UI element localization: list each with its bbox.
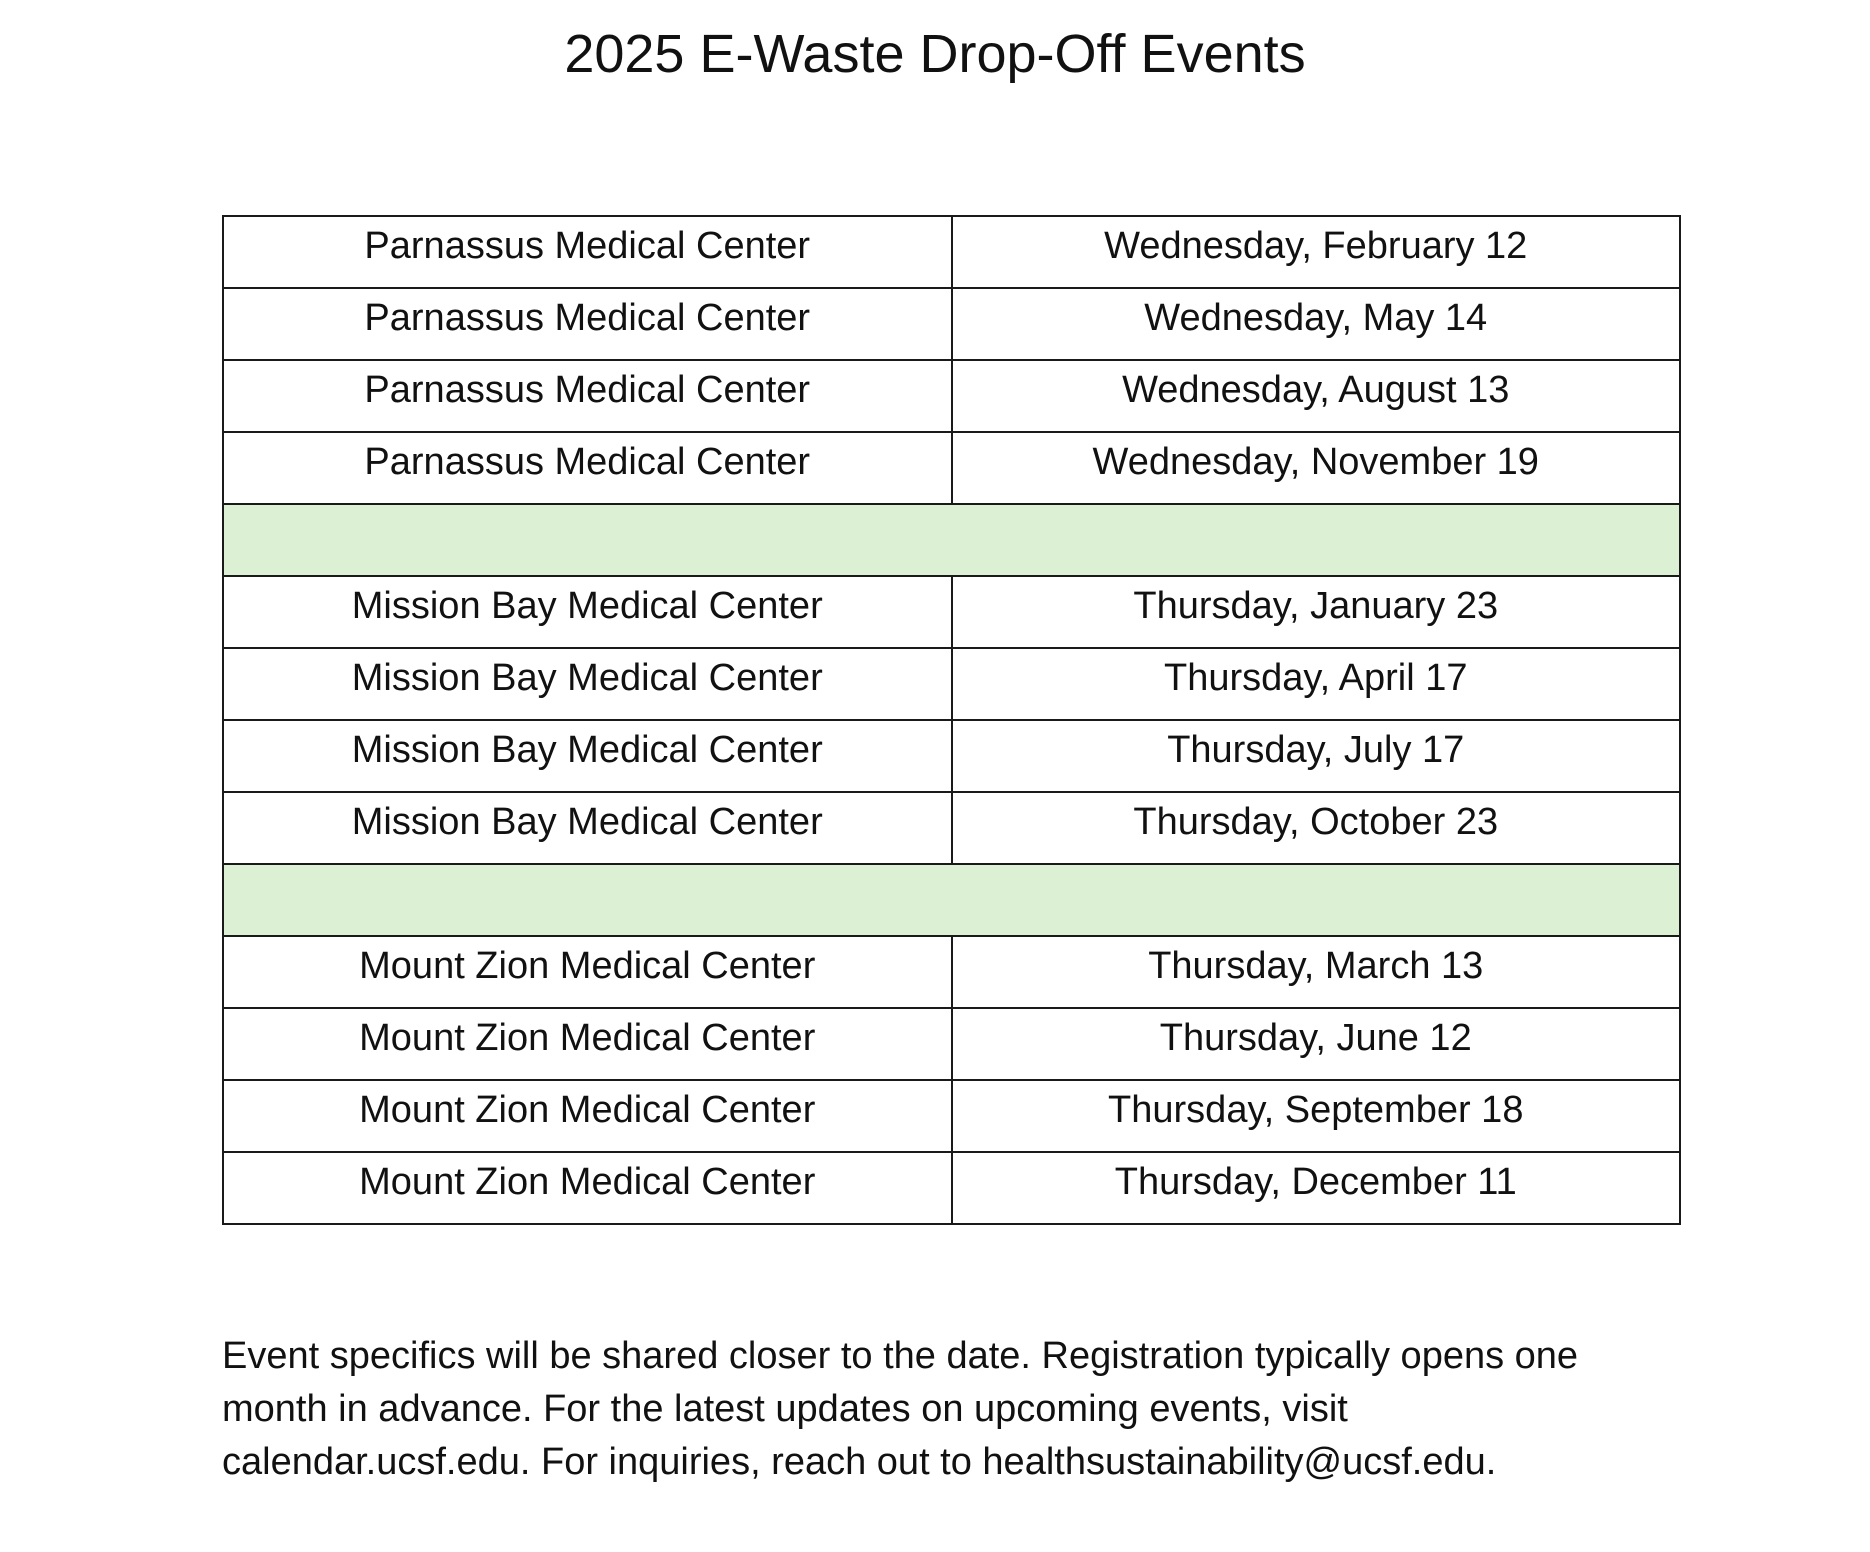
table-row <box>223 288 1680 360</box>
table-row <box>223 1008 1680 1080</box>
group-separator <box>223 504 1680 576</box>
location-cell: Mount Zion Medical Center <box>223 1080 952 1152</box>
date-cell: Thursday, December 11 <box>952 1152 1681 1224</box>
location-cell: Mission Bay Medical Center <box>223 720 952 792</box>
location-cell: Parnassus Medical Center <box>223 360 952 432</box>
table-row <box>223 576 1680 648</box>
location-cell: Parnassus Medical Center <box>223 216 952 288</box>
table-row <box>223 360 1680 432</box>
footer-note <box>222 1330 1692 1489</box>
date-cell: Wednesday, May 14 <box>952 288 1681 360</box>
location-cell: Mission Bay Medical Center <box>223 792 952 864</box>
footer-note-line: calendar.ucsf.edu. For inquiries, reach out to healthsustainability@ucsf.edu. <box>222 1441 1497 1483</box>
location-cell: Mount Zion Medical Center <box>223 1152 952 1224</box>
page-title: 2025 E-Waste Drop-Off Events <box>564 24 1306 84</box>
table-row <box>223 432 1680 504</box>
events-table <box>222 215 1681 1225</box>
table-row <box>223 1152 1680 1224</box>
group-separator-row <box>223 864 1680 936</box>
date-cell: Wednesday, February 12 <box>952 216 1681 288</box>
date-cell: Thursday, March 13 <box>952 936 1681 1008</box>
table-row <box>223 720 1680 792</box>
date-cell: Thursday, January 23 <box>952 576 1681 648</box>
footer-note-line: Event specifics will be shared closer to the date. Registration typically opens one <box>222 1335 1579 1377</box>
location-cell: Mission Bay Medical Center <box>223 576 952 648</box>
location-cell: Parnassus Medical Center <box>223 432 952 504</box>
footer-note-line: month in advance. For the latest updates on upcoming events, visit <box>222 1388 1348 1430</box>
table-row <box>223 216 1680 288</box>
table-row <box>223 792 1680 864</box>
date-cell: Thursday, April 17 <box>952 648 1681 720</box>
group-separator <box>223 864 1680 936</box>
location-cell: Mission Bay Medical Center <box>223 648 952 720</box>
date-cell: Thursday, July 17 <box>952 720 1681 792</box>
table-row <box>223 936 1680 1008</box>
date-cell: Thursday, June 12 <box>952 1008 1681 1080</box>
date-cell: Wednesday, November 19 <box>952 432 1681 504</box>
location-cell: Parnassus Medical Center <box>223 288 952 360</box>
location-cell: Mount Zion Medical Center <box>223 1008 952 1080</box>
location-cell: Mount Zion Medical Center <box>223 936 952 1008</box>
date-cell: Thursday, September 18 <box>952 1080 1681 1152</box>
date-cell: Thursday, October 23 <box>952 792 1681 864</box>
date-cell: Wednesday, August 13 <box>952 360 1681 432</box>
table-row <box>223 1080 1680 1152</box>
group-separator-row <box>223 504 1680 576</box>
table-row <box>223 648 1680 720</box>
